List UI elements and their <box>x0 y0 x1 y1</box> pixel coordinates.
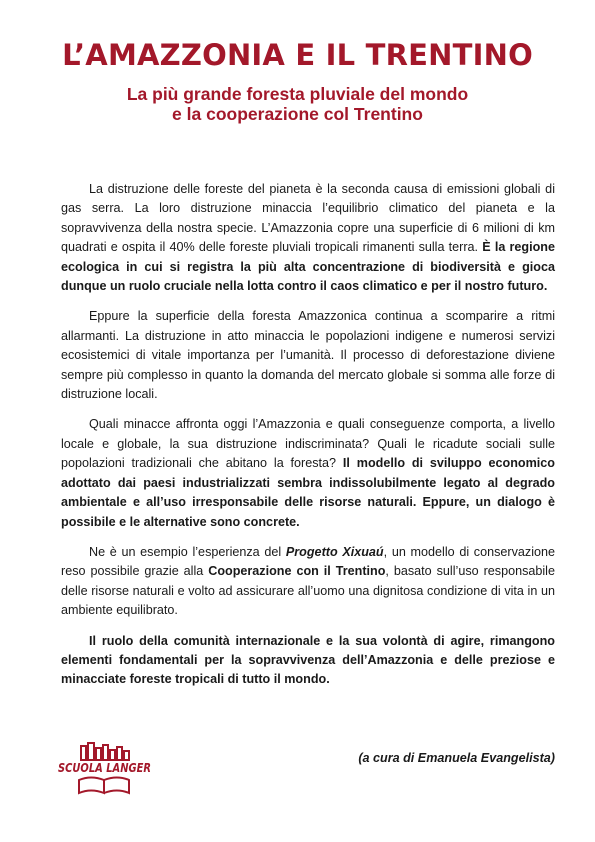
subtitle-line-1: La più grande foresta pluviale del mondo <box>126 84 469 104</box>
paragraph-4 <box>61 543 555 621</box>
page-title: L’AMAZZONIA E IL TRENTINO <box>62 38 533 72</box>
paragraph-5 <box>61 632 555 690</box>
paragraph-4-part-1: Ne è un esempio l’esperienza del <box>89 544 282 559</box>
paragraph-2 <box>61 307 555 404</box>
paragraph-1 <box>61 180 555 296</box>
paragraph-4-part-2: , un modello di conservazione reso possibile grazie alla <box>61 544 556 579</box>
logo-text: SCUOLA LANGER <box>58 760 151 775</box>
project-name: Progetto Xixuaú <box>285 544 384 559</box>
cooperation-name: Cooperazione con il Trentino <box>208 564 386 579</box>
paragraph-1-bold: È la regione ecologica in cui si registra la più alta concentrazione di biodiversità e gioca dunque un ruolo cruciale nella lotta contro il caos climatico e per il nostro futuro. <box>61 240 555 294</box>
paragraph-3-text: Quali minacce affronta oggi l’Amazzonia e quali conseguenze comporta, a livello locale e globale, la sua distruzione indiscriminata? Quali le ricadute sociali sulle popolazioni tradizionali che abitano la foresta? <box>61 417 555 471</box>
paragraph-3 <box>61 415 555 531</box>
paragraph-2-text: Eppure la superficie della foresta Amazzonica continua a scomparire a ritmi allarmanti. La distruzione in atto minaccia le popolazioni indigene e numerosi servizi ecosistemici di vitale importanza per l’umanità. Il processo di deforestazione diviene sempre più complesso in quanto la domanda del mercato globale si somma alle forze di distruzione locali. <box>61 309 555 402</box>
paragraph-5-bold: Il ruolo della comunità internazionale e la sua volontà di agire, rimangono elementi fondamentali per la sopravvivenza dell’Amazzonia e delle preziose e minacciate foreste tropicali di tutto il mondo. <box>61 633 555 687</box>
scuola-langer-logo <box>57 742 155 798</box>
article-body <box>61 180 555 701</box>
page-subtitle <box>0 84 595 124</box>
author-credit: (a cura di Emanuela Evangelista) <box>358 751 555 765</box>
paragraph-4-part-3: , basato sull’uso responsabile delle risorse naturali e volto ad assicurare all’uomo una dignitosa condizione di vita in un ambiente equilibrato. <box>61 564 555 618</box>
subtitle-line-2: e la cooperazione col Trentino <box>172 104 423 124</box>
paragraph-3-bold: Il modello di sviluppo economico adottato dai paesi industrializzati sembra indissolubilmente legato al degrado ambientale e all’uso irresponsabile delle risorse naturali. Eppure, un dialogo è possibile e le alternative sono concrete. <box>61 456 555 529</box>
paragraph-1-text: La distruzione delle foreste del pianeta è la seconda causa di emissioni globali di gas serra. La loro distruzione minaccia l’equilibrio climatico del pianeta e la sopravvivenza della nostra specie. L’Amazzonia copre una superficie di 6 milioni di km quadrati e ospita il 40% delle foreste pluviali tropicali rimanenti sulla terra. <box>61 182 555 255</box>
